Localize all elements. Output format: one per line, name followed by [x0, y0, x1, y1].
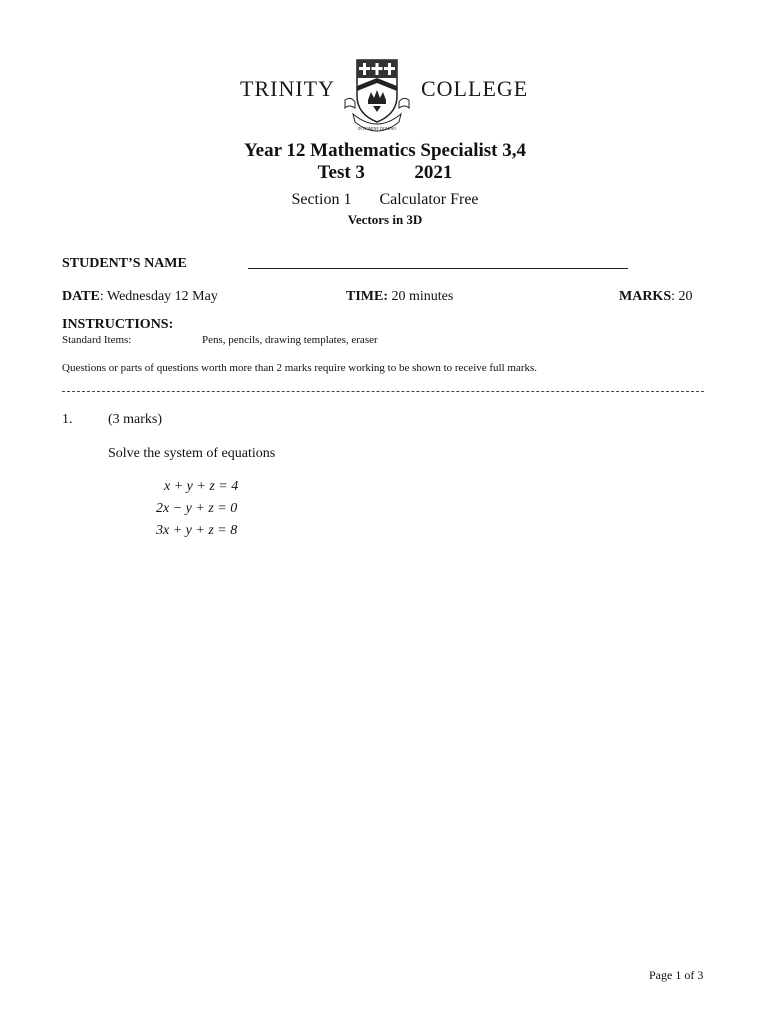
test-title: Year 12 Mathematics Specialist 3,4 — [244, 140, 526, 161]
test-number: Test 3 — [317, 162, 365, 183]
student-name-label: STUDENT’S NAME — [62, 256, 187, 271]
instructions-heading: INSTRUCTIONS: — [62, 317, 174, 332]
section-label: Section 1 — [291, 191, 352, 208]
date-field — [62, 289, 218, 305]
time-value: 20 minutes — [391, 289, 454, 304]
test-year: 2021 — [414, 162, 453, 183]
section-line — [0, 191, 770, 209]
equation-3: 3x + y + z = 8 — [156, 523, 238, 538]
marks-value: : 20 — [671, 289, 693, 304]
college-name-right: COLLEGE — [421, 76, 529, 101]
equation-2: 2x − y + z = 0 — [156, 501, 238, 516]
divider-rule — [62, 391, 704, 392]
college-crest-logo — [343, 56, 411, 132]
working-note: Questions or parts of questions worth more than 2 marks require working to be shown to receive full marks. — [62, 362, 538, 374]
college-name-left: TRINITY — [240, 76, 335, 101]
question-marks: (3 marks) — [108, 412, 163, 427]
calculator-label: Calculator Free — [379, 191, 479, 208]
standard-items-label: Standard Items: — [62, 334, 132, 346]
equation-1: x + y + z = 4 — [164, 479, 239, 494]
time-label: TIME: — [346, 289, 388, 304]
page-number: Page 1 of 3 — [649, 968, 704, 982]
marks-field — [619, 289, 693, 305]
question-number: 1. — [62, 412, 73, 427]
date-value: : Wednesday 12 May — [99, 289, 218, 304]
student-name-field[interactable] — [248, 268, 628, 269]
question-prompt: Solve the system of equations — [108, 446, 276, 461]
date-label: DATE — [62, 289, 100, 304]
standard-items-value: Pens, pencils, drawing templates, eraser — [202, 334, 378, 346]
svg-text:IN DOMINE DOMINO: IN DOMINE DOMINO — [357, 126, 397, 131]
topic-label: Vectors in 3D — [347, 212, 423, 227]
marks-label: MARKS — [619, 289, 672, 304]
test-number-line — [0, 162, 770, 184]
time-field — [346, 289, 453, 305]
